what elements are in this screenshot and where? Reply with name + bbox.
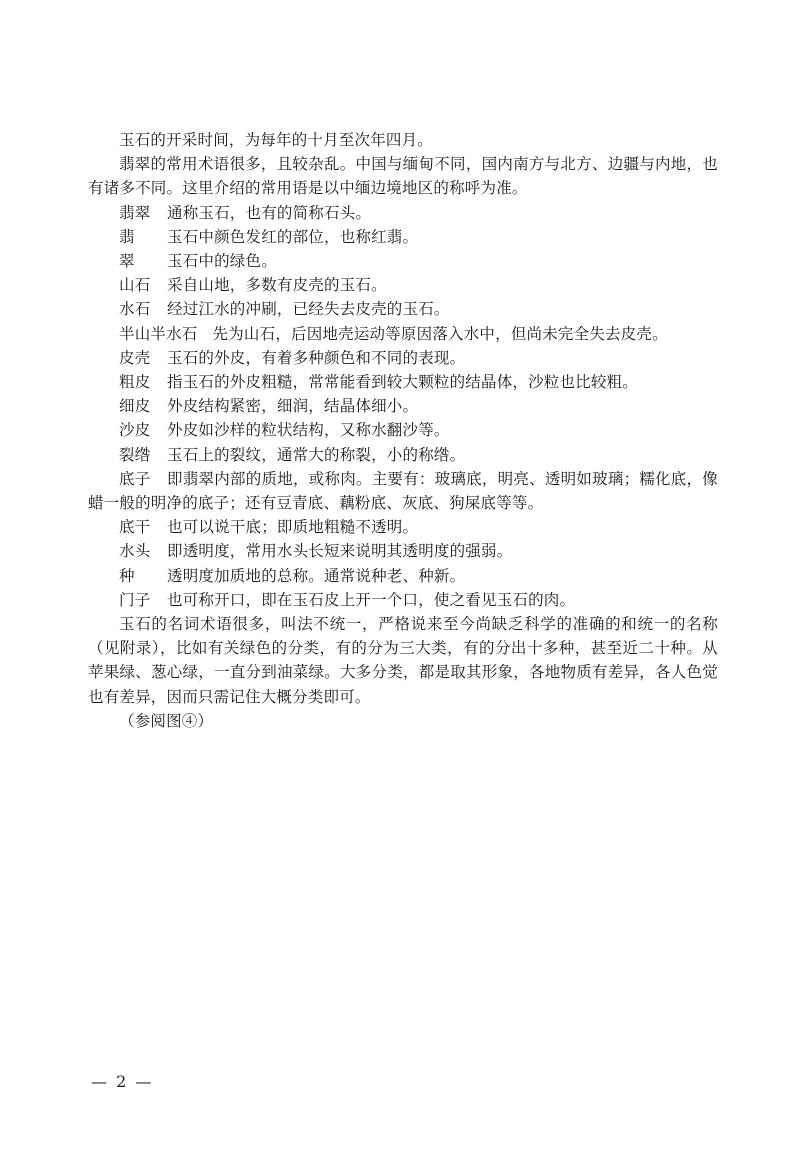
term-entry: [88, 201, 718, 225]
term-name: 山石: [119, 276, 151, 295]
term-entry: [88, 539, 718, 563]
term-name: 水石: [119, 300, 151, 319]
paragraph-classification-note: 玉石的名词术语很多，叫法不统一，严格说来至今尚缺乏科学的准确的和统一的名称（见附录），比如有关绿色的分类，有的分为三大类，有的分出十多种，甚至近二十种。从苹果绿、葱心绿，一直分到油菜绿。大多分类，都是取其形象，各地物质有差异，各人色觉也有差异，因而只需记住大概分类即可。: [88, 615, 718, 706]
term-definition: 通称玉石，也有的简称石头。: [167, 203, 372, 222]
page-content: [88, 128, 718, 733]
term-name: 半山半水石: [119, 324, 198, 343]
term-entry: [88, 249, 718, 273]
term-name: 粗皮: [119, 373, 151, 392]
term-name: 皮壳: [119, 348, 151, 367]
term-definition: 玉石上的裂纹，通常大的称裂，小的称绺。: [167, 445, 466, 464]
term-definition: 指玉石的外皮粗糙，常常能看到较大颗粒的结晶体，沙粒也比较粗。: [167, 373, 639, 392]
term-definition: 即翡翠内部的质地，或称肉。主要有：玻璃底，明亮、透明如玻璃；糯化底，像蜡一般的明净的底子；还有豆青底、藕粉底、灰底、狗屎底等等。: [88, 469, 718, 513]
term-definition: 即透明度，常用水头长短来说明其透明度的强弱。: [167, 542, 513, 561]
term-name: 翠: [119, 252, 135, 271]
term-entry: [88, 346, 718, 370]
term-definition: 玉石中的绿色。: [167, 252, 277, 271]
term-entry: [88, 322, 718, 346]
term-definition: 外皮结构紧密，细润，结晶体细小。: [167, 397, 419, 416]
term-name: 种: [119, 566, 135, 585]
term-definition: 外皮如沙样的粒状结构，又称水翻沙等。: [167, 421, 450, 440]
term-entry: [88, 515, 718, 539]
term-name: 底子: [119, 469, 151, 488]
term-entry: [88, 370, 718, 394]
term-entry: [88, 394, 718, 418]
term-definition: 采自山地，多数有皮壳的玉石。: [167, 276, 387, 295]
term-definition: 先为山石，后因地壳运动等原因落入水中，但尚未完全失去皮壳。: [212, 324, 668, 343]
term-definition: 也可称开口，即在玉石皮上开一个口，使之看见玉石的肉。: [167, 590, 576, 609]
term-entry: [88, 418, 718, 442]
term-name: 翡: [119, 227, 135, 246]
term-definition: 玉石中颜色发红的部位，也称红翡。: [167, 227, 419, 246]
term-name: 裂绺: [119, 445, 151, 464]
term-entry: [88, 467, 718, 515]
term-entry: [88, 225, 718, 249]
paragraph-terminology-intro: 翡翠的常用术语很多，且较杂乱。中国与缅甸不同，国内南方与北方、边疆与内地，也有诸多不同。这里介绍的常用语是以中缅边境地区的称呼为准。: [88, 155, 718, 198]
term-definition: 经过江水的冲刷，已经失去皮壳的玉石。: [167, 300, 450, 319]
term-entry: [88, 273, 718, 297]
term-name: 沙皮: [119, 421, 151, 440]
term-definition: 也可以说干底；即质地粗糙不透明。: [167, 518, 419, 537]
term-name: 底干: [119, 518, 151, 537]
paragraph-mining-season: 玉石的开采时间，为每年的十月至次年四月。: [119, 131, 434, 149]
page-number: — 2 —: [91, 1072, 154, 1091]
term-name: 细皮: [119, 397, 151, 416]
term-definition: 玉石的外皮，有着多种颜色和不同的表现。: [167, 348, 466, 367]
term-entry: [88, 588, 718, 612]
term-name: 翡翠: [119, 203, 151, 222]
figure-reference: （参阅图④）: [119, 711, 214, 730]
term-name: 水头: [119, 542, 151, 561]
term-entry: [88, 564, 718, 588]
term-entry: [88, 297, 718, 321]
term-definition: 透明度加质地的总称。通常说种老、种新。: [167, 566, 466, 585]
term-name: 门子: [119, 590, 151, 609]
term-entry: [88, 443, 718, 467]
